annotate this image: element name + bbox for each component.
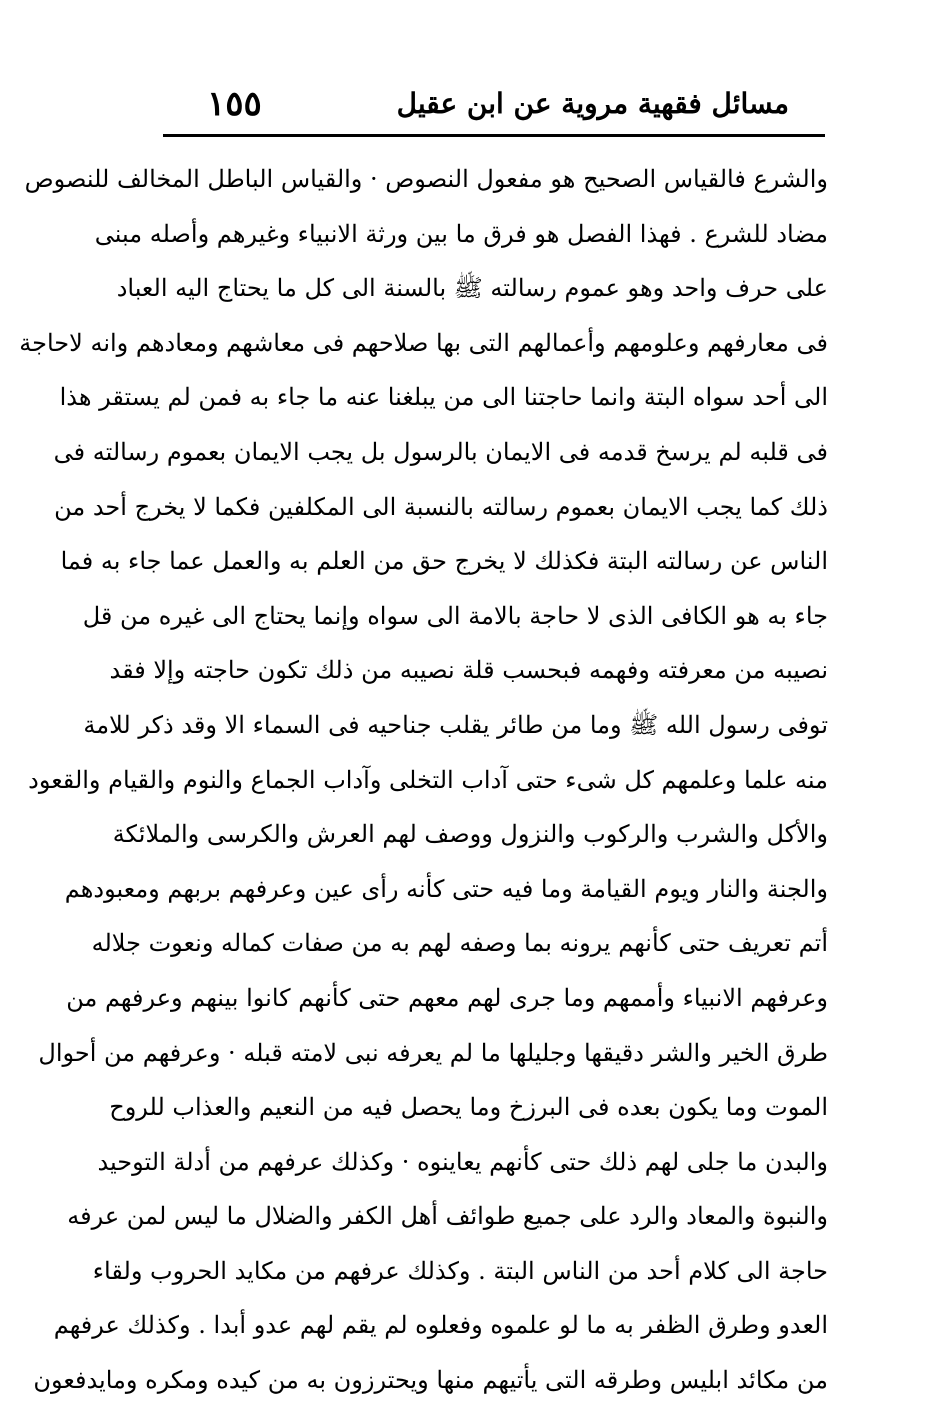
text-line: فى قلبه لم يرسخ قدمه فى الايمان بالرسول بل يجب الايمان بعموم رسالته فى: [53, 437, 828, 466]
text-line: حاجة الى كلام أحد من الناس البتة . وكذلك عرفهم من مكايد الحروب ولقاء: [92, 1256, 828, 1285]
text-line: من مكائد ابليس وطرقه التى يأتيهم منها ويحترزون به من كيده ومكره ومايدفعون: [33, 1366, 828, 1395]
text-line: أتم تعريف حتى كأنهم يرونه بما وصفه لهم به من صفات كماله ونعوت جلاله: [91, 929, 828, 958]
page-number: ١٥٥: [207, 84, 262, 124]
text-line: والأكل والشرب والركوب والنزول ووصف لهم العرش والكرسى والملائكة: [112, 820, 828, 849]
text-line: الموت وما يكون بعده فى البرزخ وما يحصل فيه من النعيم والعذاب للروح: [109, 1093, 828, 1122]
text-line: العدو وطرق الظفر به ما لو علموه وفعلوه لم يقم لهم عدو أبدا . وكذلك عرفهم: [53, 1311, 828, 1340]
body-text: [19, 152, 828, 1408]
text-line: والجنة والنار ويوم القيامة وما فيه حتى كأنه رأى عين وعرفهم بربهم ومعبودهم: [64, 874, 828, 903]
text-line: على حرف واحد وهو عموم رسالته ﷺ بالسنة الى كل ما يحتاج اليه العباد: [116, 274, 828, 303]
text-line: والنبوة والمعاد والرد على جميع طوائف أهل الكفر والضلال ما ليس لمن عرفه: [67, 1202, 828, 1231]
text-line: وعرفهم الانبياء وأممهم وما جرى لهم معهم حتى كأنهم كانوا بينهم وعرفهم من: [66, 983, 828, 1012]
text-line: منه علما وعلمهم كل شىء حتى آداب التخلى وآداب الجماع والنوم والقيام والقعود: [28, 765, 828, 794]
text-line: فى معارفهم وعلومهم وأعمالهم التى بها صلاحهم فى معاشهم ومعادهم وانه لاحاجة: [19, 328, 828, 357]
header-rule: [163, 134, 825, 137]
text-line: طرق الخير والشر دقيقها وجليلها ما لم يعرفه نبى لامته قبله · وعرفهم من أحوال: [38, 1038, 828, 1067]
text-line: الى أحد سواه البتة وانما حاجتنا الى من يبلغنا عنه ما جاء به فمن لم يستقر هذا: [59, 383, 828, 412]
text-line: جاء به هو الكافى الذى لا حاجة بالامة الى سواه وإنما يحتاج الى غيره من قل: [82, 601, 828, 630]
text-line: الناس عن رسالته البتة فكذلك لا يخرج حق من العلم به والعمل عما جاء به فما: [60, 547, 828, 576]
text-line: توفى رسول الله ﷺ وما من طائر يقلب جناحيه فى السماء الا وقد ذكر للامة: [83, 710, 828, 739]
text-line: والبدن ما جلى لهم ذلك حتى كأنهم يعاينوه · وكذلك عرفهم من أدلة التوحيد: [97, 1147, 828, 1176]
text-line: والشرع فالقياس الصحيح هو مفعول النصوص · والقياس الباطل المخالف للنصوص: [24, 165, 828, 193]
page-header: [165, 78, 825, 128]
running-title: مسائل فقهية مروية عن ابن عقيل: [396, 87, 789, 120]
text-line: مضاد للشرع . فهذا الفصل هو فرق ما بين ورثة الانبياء وغيرهم وأصله مبنى: [94, 219, 828, 248]
text-line: نصيبه من معرفته وفهمه فبحسب قلة نصيبه من ذلك تكون حاجته وإلا فقد: [109, 656, 828, 685]
text-line: ذلك كما يجب الايمان بعموم رسالته بالنسبة الى المكلفين فكما لا يخرج أحد من: [54, 492, 828, 521]
